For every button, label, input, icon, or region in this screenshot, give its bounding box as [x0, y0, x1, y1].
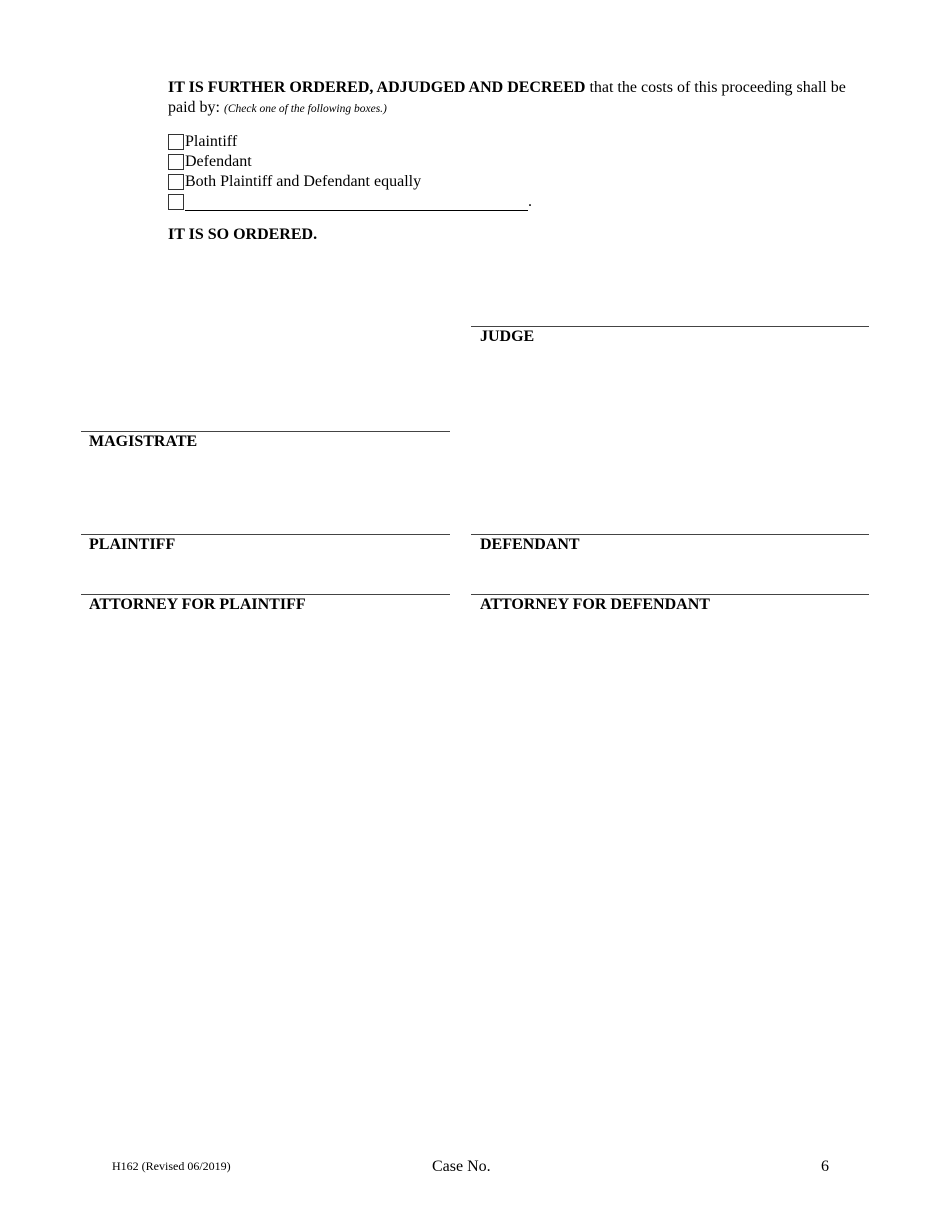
page-number: 6 — [821, 1158, 829, 1175]
option-label: Defendant — [185, 153, 252, 170]
cost-option-defendant[interactable] — [168, 152, 252, 172]
judge-label: JUDGE — [480, 328, 535, 345]
judge-signature-line[interactable] — [471, 326, 869, 327]
costs-paragraph — [112, 78, 852, 119]
option-label: Both Plaintiff and Defendant equally — [185, 173, 422, 190]
option-label: Plaintiff — [185, 133, 238, 150]
fill-suffix: . — [528, 193, 532, 210]
order-lead-bold: IT IS FURTHER ORDERED, ADJUDGED AND DECREED — [168, 79, 586, 96]
magistrate-signature-line[interactable] — [81, 431, 450, 432]
other-fill-in-field[interactable] — [185, 194, 528, 211]
cost-option-plaintiff[interactable] — [168, 132, 237, 152]
checkbox[interactable] — [168, 194, 184, 210]
attorney-defendant-label: ATTORNEY FOR DEFENDANT — [480, 596, 710, 613]
checkbox[interactable] — [168, 154, 184, 170]
order-hint: (Check one of the following boxes.) — [224, 103, 387, 115]
so-ordered-text: IT IS SO ORDERED. — [168, 226, 318, 243]
checkbox[interactable] — [168, 174, 184, 190]
order-lead-rest: that the costs of this proceeding shall be paid by: — [168, 79, 846, 116]
plaintiff-label: PLAINTIFF — [89, 536, 176, 553]
magistrate-label: MAGISTRATE — [89, 433, 198, 450]
attorney-defendant-signature-line[interactable] — [471, 594, 869, 595]
form-id: H162 (Revised 06/2019) — [112, 1159, 231, 1173]
cost-option-other[interactable] — [168, 192, 532, 212]
attorney-plaintiff-signature-line[interactable] — [81, 594, 450, 595]
cost-option-both[interactable] — [168, 172, 421, 192]
defendant-label: DEFENDANT — [480, 536, 580, 553]
defendant-signature-line[interactable] — [471, 534, 869, 535]
attorney-plaintiff-label: ATTORNEY FOR PLAINTIFF — [89, 596, 306, 613]
checkbox[interactable] — [168, 134, 184, 150]
case-number: Case No. — [432, 1158, 491, 1175]
plaintiff-signature-line[interactable] — [81, 534, 450, 535]
